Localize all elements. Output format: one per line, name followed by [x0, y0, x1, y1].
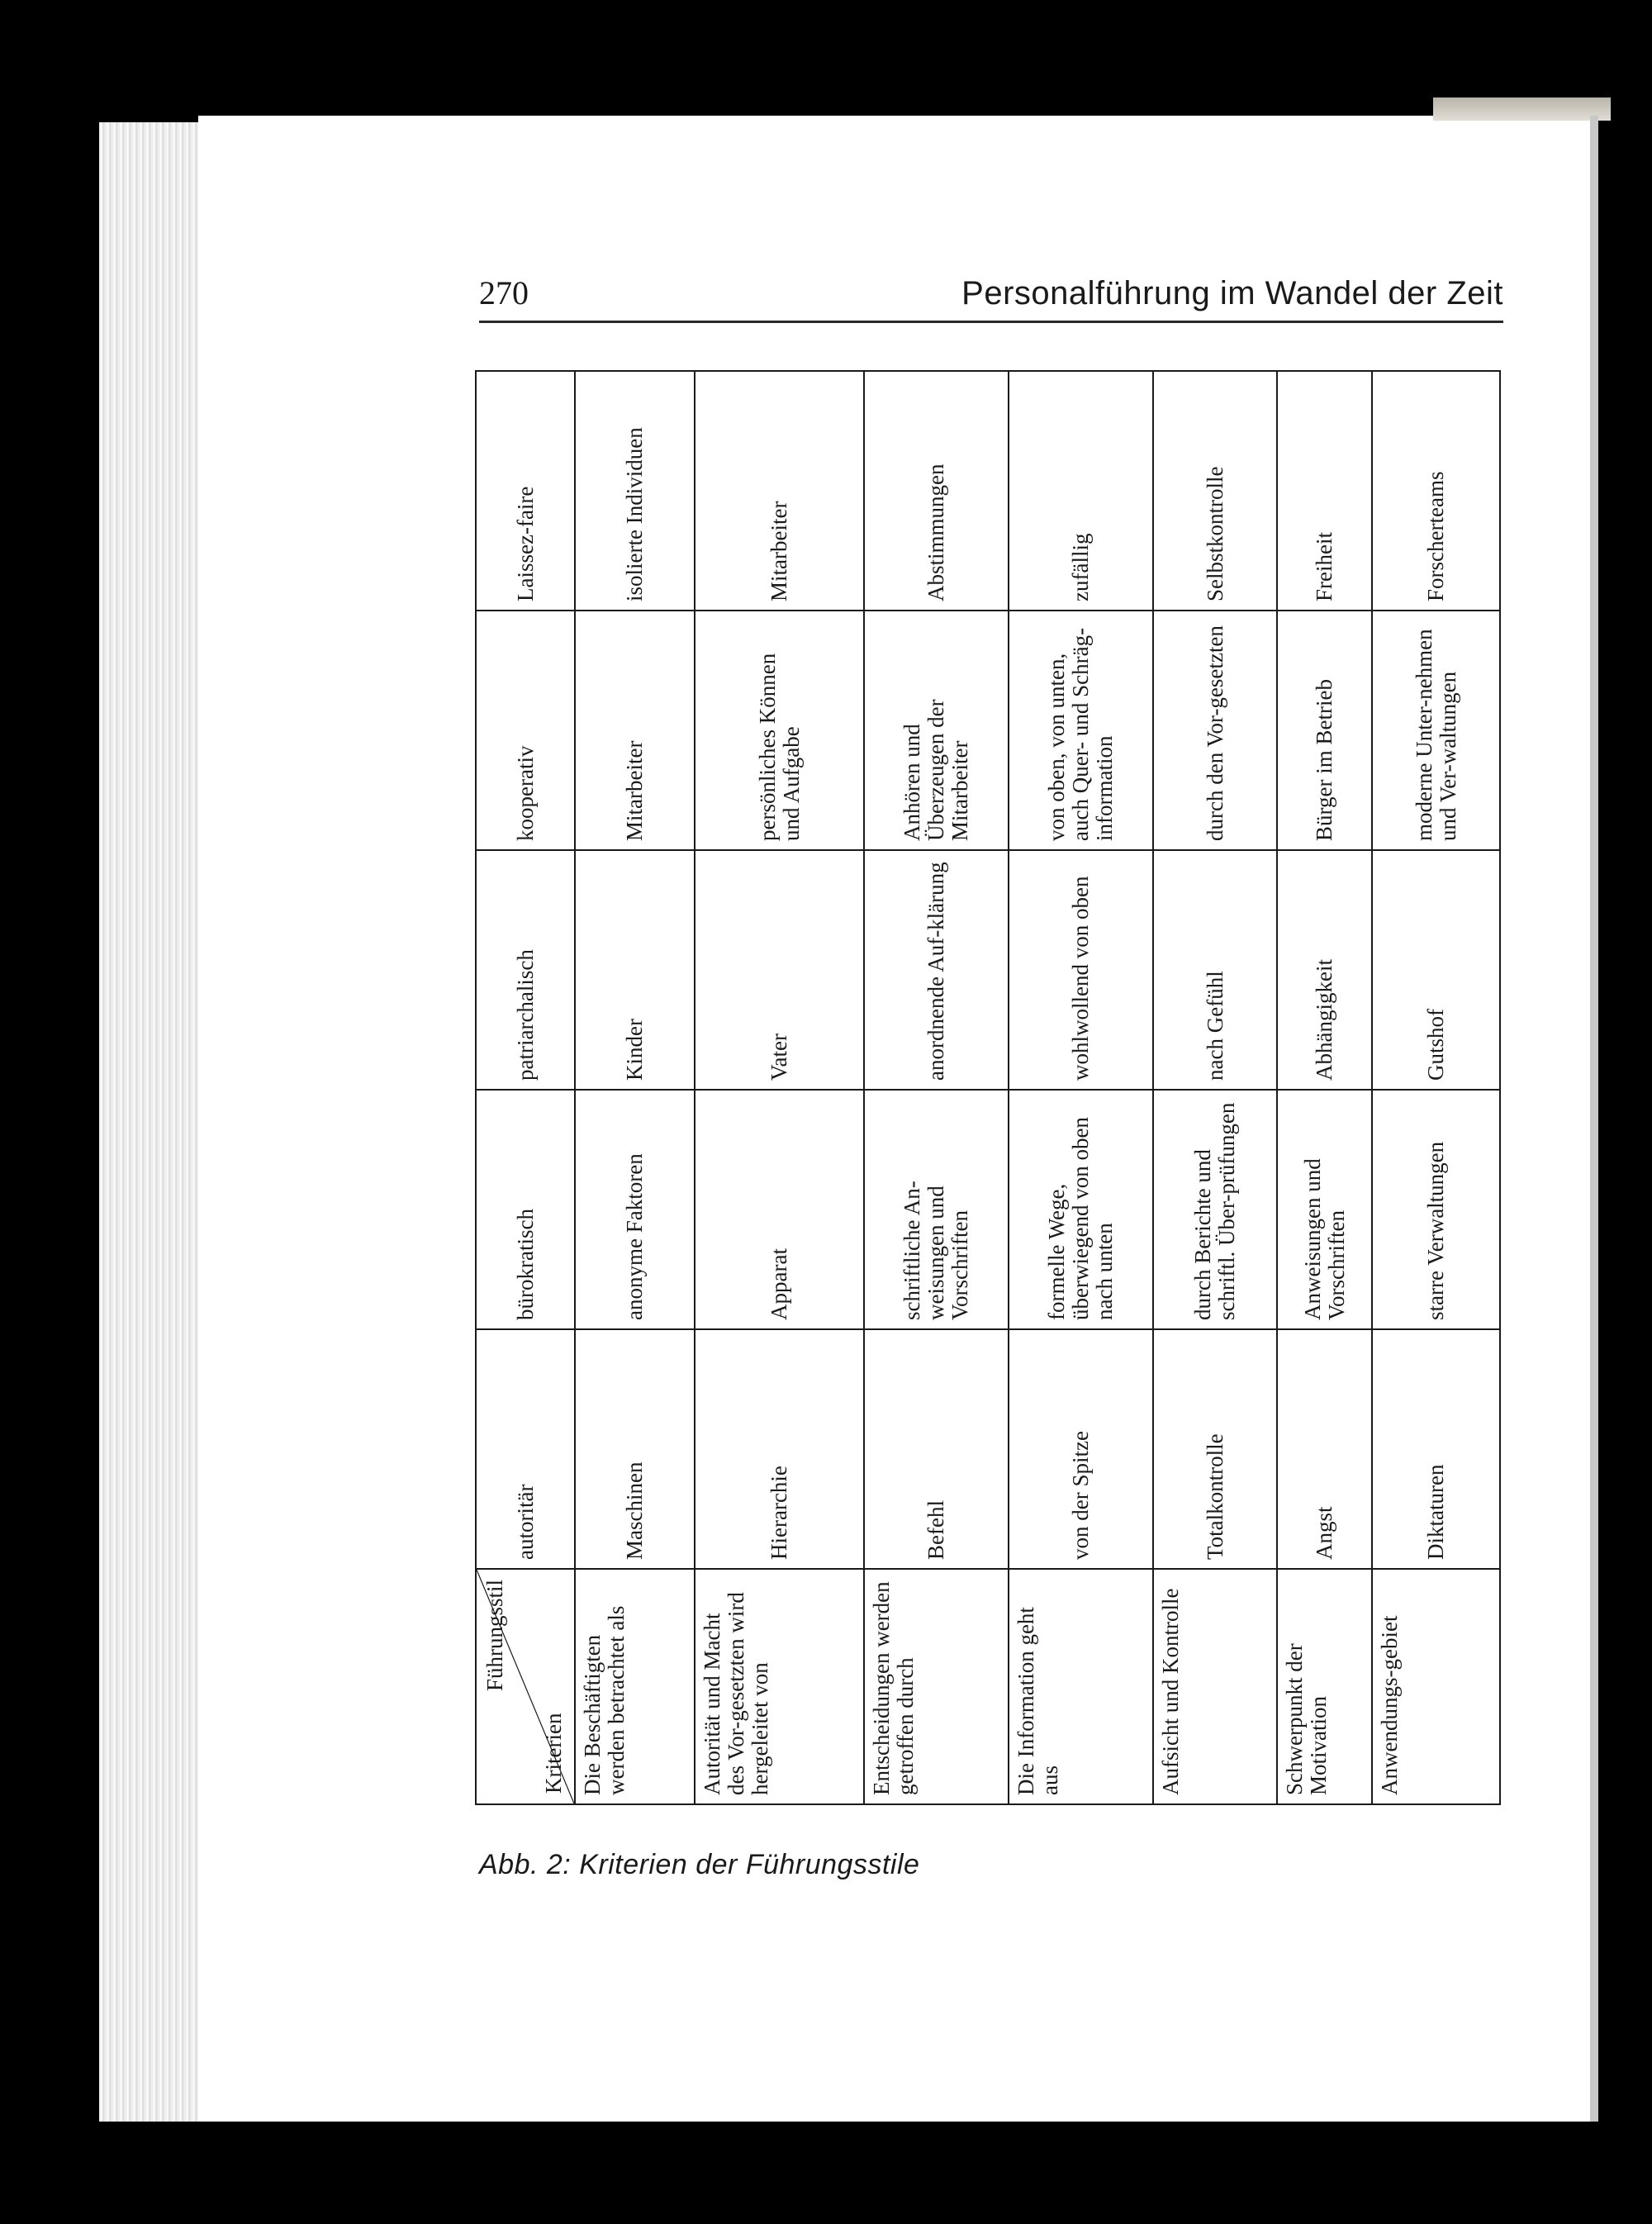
table-row — [1372, 371, 1500, 1804]
table-cell: Befehl — [864, 1329, 1009, 1569]
table-cell: Anhören und Überzeugen der Mitarbeiter — [864, 611, 1009, 850]
figure-caption: Abb. 2: Kriterien der Führungsstile — [479, 1849, 920, 1880]
row-criterion: Die Beschäftigten werden betrachtet als — [575, 1569, 695, 1804]
column-header-patriarchalisch: patriarchalisch — [476, 850, 575, 1090]
bookmark-ribbon — [1433, 97, 1611, 121]
table-cell: Gutshof — [1372, 850, 1500, 1090]
row-criterion: Anwendungs-gebiet — [1372, 1569, 1500, 1804]
table-row — [1277, 371, 1372, 1804]
table-cell: durch Berichte und schriftl. Über-prüfungen — [1153, 1090, 1277, 1329]
criteria-table — [475, 370, 1501, 1805]
table-cell: Abstimmungen — [864, 371, 1009, 611]
table-cell: anordnende Auf-klärung — [864, 850, 1009, 1090]
table-cell: von der Spitze — [1009, 1329, 1153, 1569]
table-cell: Vater — [695, 850, 864, 1090]
table-row — [695, 371, 864, 1804]
header-rule — [479, 321, 1503, 323]
page-header — [479, 273, 1503, 322]
table-cell: Angst — [1277, 1329, 1372, 1569]
table-cell: Kinder — [575, 850, 695, 1090]
table-cell: schriftliche An-weisungen und Vorschriften — [864, 1090, 1009, 1329]
table-cell: Apparat — [695, 1090, 864, 1329]
table-cell: Bürger im Betrieb — [1277, 611, 1372, 850]
table-row — [1009, 371, 1153, 1804]
table-row — [575, 371, 695, 1804]
column-header-buerokratisch: bürokratisch — [476, 1090, 575, 1329]
table-cell: Mitarbeiter — [695, 371, 864, 611]
criteria-table-rotated — [475, 372, 1499, 1805]
table-cell: zufällig — [1009, 371, 1153, 611]
corner-label-style: Führungsstil — [482, 1580, 507, 1692]
row-criterion: Die Information geht aus — [1009, 1569, 1153, 1804]
table-cell: Freiheit — [1277, 371, 1372, 611]
column-header-kooperativ: kooperativ — [476, 611, 575, 850]
page-right-edge — [1590, 116, 1598, 2122]
table-cell: Hierarchie — [695, 1329, 864, 1569]
table-cell: Abhängigkeit — [1277, 850, 1372, 1090]
table-cell: Maschinen — [575, 1329, 695, 1569]
table-corner-cell — [476, 1569, 575, 1804]
table-row — [864, 371, 1009, 1804]
row-criterion: Autorität und Macht des Vor-gesetzten wird hergeleitet von — [695, 1569, 864, 1804]
table-cell: persönliches Können und Aufgabe — [695, 611, 864, 850]
running-title: Personalführung im Wandel der Zeit — [961, 275, 1503, 311]
column-header-laissez-faire: Laissez-faire — [476, 371, 575, 611]
table-cell: formelle Wege, überwiegend von oben nach unten — [1009, 1090, 1153, 1329]
table-cell: moderne Unter-nehmen und Ver-waltungen — [1372, 611, 1500, 850]
table-cell: Anweisungen und Vorschriften — [1277, 1090, 1372, 1329]
table-cell: Diktaturen — [1372, 1329, 1500, 1569]
table-cell: starre Verwaltungen — [1372, 1090, 1500, 1329]
table-cell: nach Gefühl — [1153, 850, 1277, 1090]
row-criterion: Schwerpunkt der Motivation — [1277, 1569, 1372, 1804]
page-number: 270 — [479, 274, 529, 311]
row-criterion: Entscheidungen werden getroffen durch — [864, 1569, 1009, 1804]
table-cell: Selbstkontrolle — [1153, 371, 1277, 611]
table-cell: durch den Vor-gesetzten — [1153, 611, 1277, 850]
corner-label-criteria: Kriterien — [541, 1713, 566, 1794]
table-cell: Mitarbeiter — [575, 611, 695, 850]
table-cell: isolierte Individuen — [575, 371, 695, 611]
table-row — [1153, 371, 1277, 1804]
table-cell: Forscherteams — [1372, 371, 1500, 611]
table-cell: von oben, von unten, auch Quer- und Schräg-information — [1009, 611, 1153, 850]
table-header-row — [476, 371, 575, 1804]
table-cell: anonyme Faktoren — [575, 1090, 695, 1329]
column-header-autoritaer: autoritär — [476, 1329, 575, 1569]
table-cell: wohlwollend von oben — [1009, 850, 1153, 1090]
table-cell: Totalkontrolle — [1153, 1329, 1277, 1569]
row-criterion: Aufsicht und Kontrolle — [1153, 1569, 1277, 1804]
